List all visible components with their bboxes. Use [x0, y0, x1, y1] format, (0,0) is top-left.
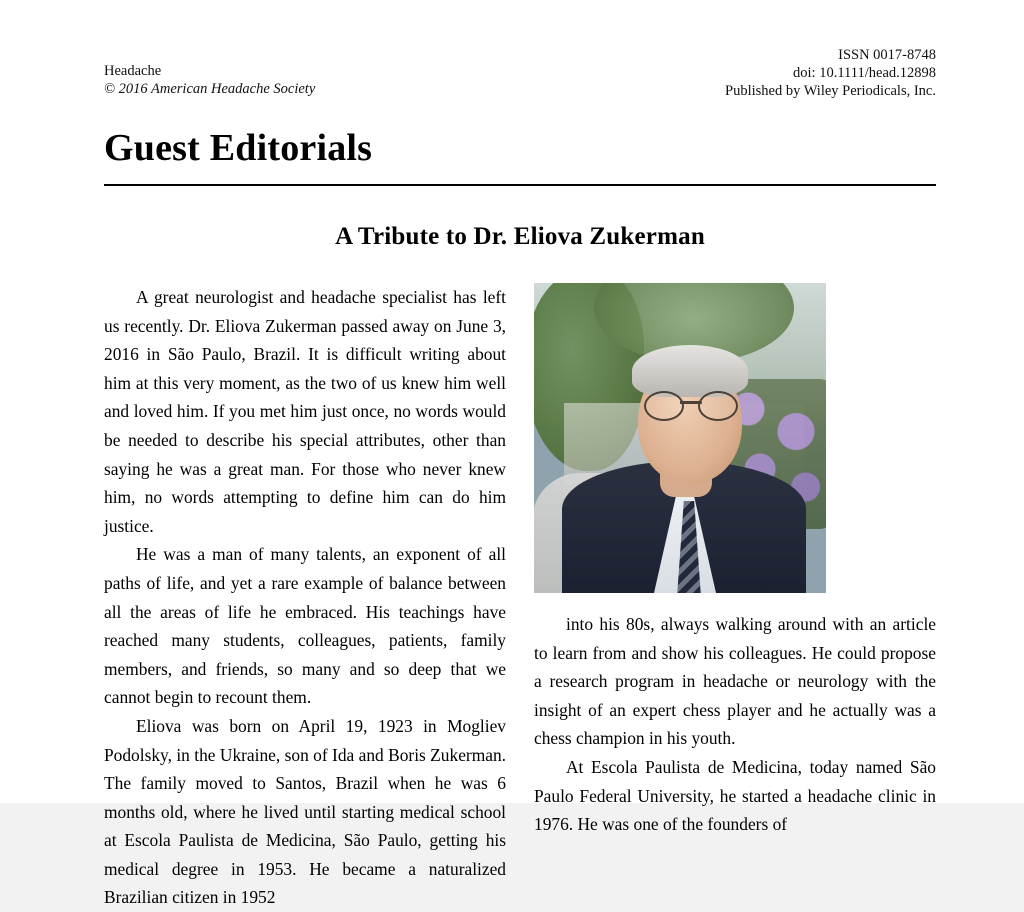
horizontal-rule [104, 184, 936, 186]
masthead-right-block [725, 46, 936, 100]
paragraph: Eliova was born on April 19, 1923 in Mogliev Podolsky, in the Ukraine, son of Ida and Boris Zukerman. The family moved to Santos, Brazil when he was 6 months old, where he lived until starting medical school at Escola Paulista de Medicina, São Paulo, getting his medical degree in 1953. He became a naturalized Brazilian citizen in 1952 [104, 715, 506, 908]
article-title: A Tribute to Dr. Eliova Zukerman [335, 223, 705, 250]
journal-name: Headache [104, 63, 162, 79]
masthead-left-block [104, 62, 315, 98]
paragraph: A great neurologist and headache specialist has left us recently. Dr. Eliova Zukerman passed away on June 3, 2016 in São Paulo, Brazil. It is difficult writing about him at this very moment, as the two of us knew him well and loved him. If you met him just once, no words would be needed to describe his special attributes, other than saying he was a great man. For those who never knew him, no words attempting to define him can do him justice. [104, 287, 506, 536]
photo-lens-left [644, 391, 684, 421]
article-columns [104, 283, 936, 908]
page-content [104, 0, 936, 908]
journal-doi[interactable]: doi: 10.1111/head.12898 [793, 65, 936, 81]
eyeglasses-icon [644, 391, 738, 417]
paragraph: He was a man of many talents, an exponent of all paths of life, and yet a rare example of balance between all the areas of life he embraced. His teachings have reached many students, colleagues, patients, family members, and friends, so many and so deep that we cannot begin to recount them. [104, 544, 506, 708]
journal-issn: ISSN 0017-8748 [838, 47, 936, 63]
journal-masthead [104, 46, 936, 98]
photo-lens-right [698, 391, 738, 421]
journal-publisher: Published by Wiley Periodicals, Inc. [725, 83, 936, 99]
column-right [534, 283, 936, 839]
section-heading: Guest Editorials [104, 127, 373, 169]
column-left [104, 283, 506, 912]
portrait-photo [534, 283, 826, 593]
paragraph: At Escola Paulista de Medicina, today named São Paulo Federal University, he started a headache clinic in 1976. He was one of the founders of [534, 756, 936, 835]
paragraph: into his 80s, always walking around with an article to learn from and show his colleagues. He could propose a research program in headache or neurology with the insight of an expert chess player and he actually was a chess champion in his youth. [534, 614, 936, 749]
photo-hair [632, 345, 748, 397]
journal-copyright: © 2016 American Headache Society [104, 81, 316, 97]
